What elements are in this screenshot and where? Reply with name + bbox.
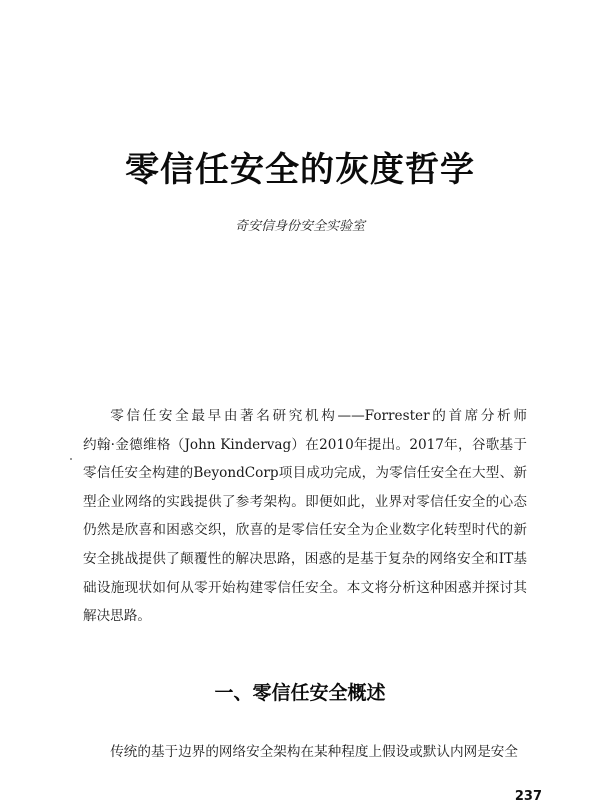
paragraph-line: 约翰·金德维格（John Kindervag）在2010年提出。2017年，谷歌基于: [83, 436, 527, 453]
section-paragraph: 传统的基于边界的网络安全架构在某种程度上假设或默认内网是安全: [110, 744, 518, 760]
paragraph-line: 安全挑战提供了颠覆性的解决思路，困惑的是基于复杂的网络安全和IT基: [83, 550, 527, 567]
intro-paragraph: [83, 402, 527, 631]
paragraph-line: 解决思路。: [83, 608, 151, 625]
document-title: 零信任安全的灰度哲学: [125, 150, 475, 190]
paragraph-line: 仍然是欣喜和困惑交织，欣喜的是零信任安全为企业数字化转型时代的新: [83, 522, 527, 539]
paragraph-line: 型企业网络的实践提供了参考架构。即便如此，业界对零信任安全的心态: [83, 493, 527, 510]
section-heading: 一、零信任安全概述: [214, 682, 386, 704]
scan-speck: [70, 458, 72, 460]
page-number: 237: [514, 789, 542, 804]
paragraph-line: 零信任安全构建的BeyondCorp项目成功完成，为零信任安全在大型、新: [83, 465, 527, 482]
paragraph-line: 零信任安全最早由著名研究机构——Forrester的首席分析师: [110, 408, 527, 424]
paragraph-line: 础设施现状如何从零开始构建零信任安全。本文将分析这种困惑并探讨其: [83, 579, 527, 596]
document-author: 奇安信身份安全实验室: [234, 219, 365, 234]
